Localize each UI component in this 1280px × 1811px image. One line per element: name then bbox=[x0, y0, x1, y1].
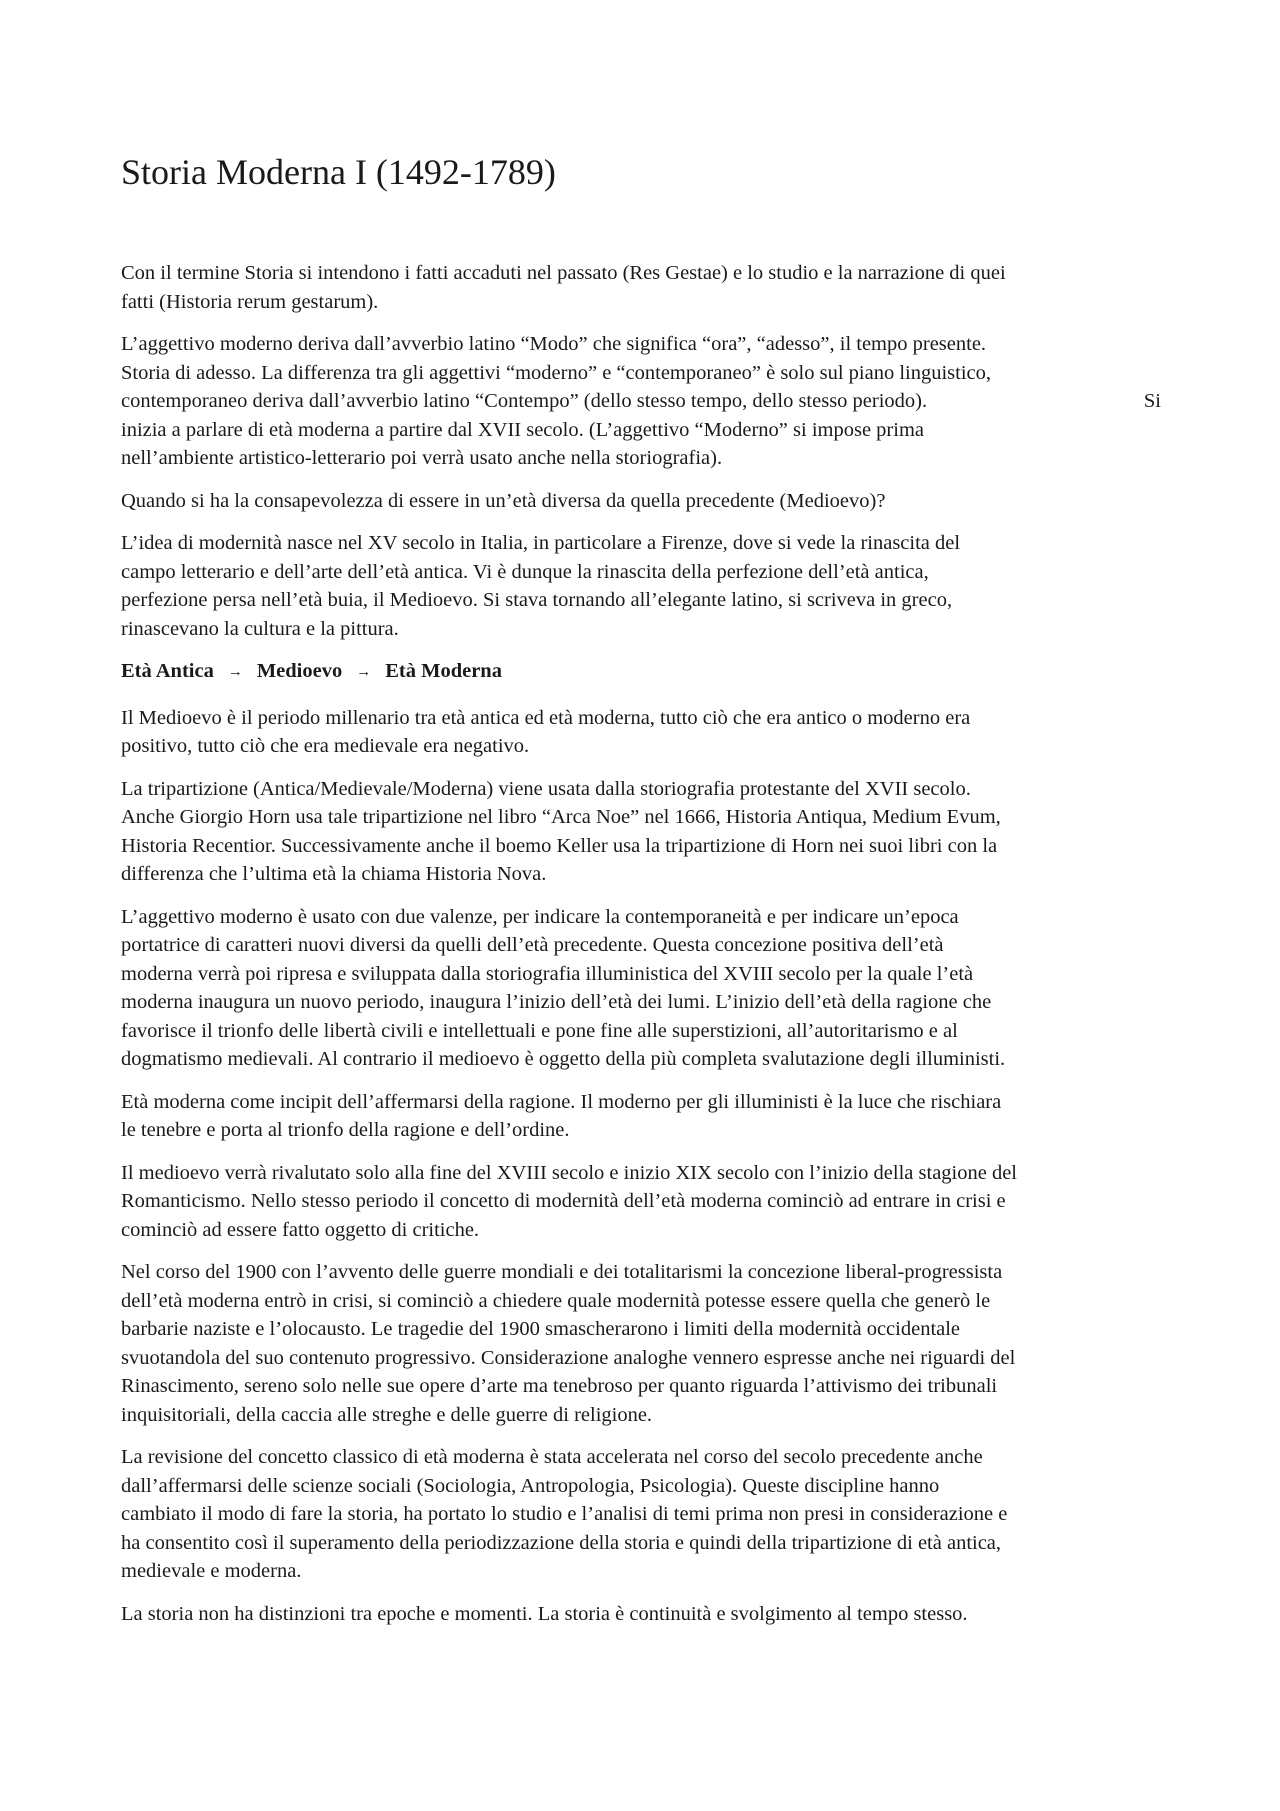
period-medioevo: Medioevo bbox=[256, 660, 343, 682]
text-line: L’aggettivo moderno deriva dall’avverbio latino “Modo” che significa “ora”, “adesso”, il tempo presente. bbox=[121, 333, 987, 355]
page-title: Storia Moderna I (1492-1789) bbox=[121, 152, 556, 192]
paragraph bbox=[121, 1258, 1169, 1429]
text-line: barbarie naziste e l’olocausto. Le tragedie del 1900 smascherarono i limiti della modernità occidentale bbox=[121, 1318, 961, 1340]
arrow-right-icon: → bbox=[356, 664, 372, 680]
paragraph bbox=[121, 529, 1169, 643]
text-line: svuotandola del suo contenuto progressivo. Considerazione analoghe vennero espresse anche nei riguardi del bbox=[121, 1346, 1016, 1369]
paragraph bbox=[121, 1088, 1169, 1145]
text-line: Anche Giorgio Horn usa tale tripartizione nel libro “Arca Noe” nel 1666, Historia Antiqua, Medium Evum, bbox=[121, 806, 1001, 828]
text-line-right: Si bbox=[1143, 390, 1161, 412]
arrow-right-icon: → bbox=[227, 664, 243, 680]
text-line: La revisione del concetto classico di età moderna è stata accelerata nel corso del secolo precedente anche bbox=[121, 1446, 983, 1468]
text-line: positivo, tutto ciò che era medievale era negativo. bbox=[121, 735, 530, 757]
text-line: portatrice di caratteri nuovi diversi da quelli dell’età precedente. Questa concezione positiva dell’età bbox=[121, 934, 944, 956]
text-line: nell’ambiente artistico-letterario poi verrà usato anche nella storiografia). bbox=[121, 447, 723, 469]
text-line: fatti (Historia rerum gestarum). bbox=[121, 290, 379, 313]
periods-heading bbox=[121, 657, 1169, 687]
text-line: rinascevano la cultura e la pittura. bbox=[121, 617, 399, 640]
text-line: La tripartizione (Antica/Medievale/Moderna) viene usata dalla storiografia protestante del XVII secolo. bbox=[121, 777, 971, 800]
text-line: La storia non ha distinzioni tra epoche e momenti. La storia è continuità e svolgimento al tempo stesso. bbox=[121, 1602, 968, 1625]
paragraph bbox=[121, 487, 1169, 516]
text-line: medievale e moderna. bbox=[121, 1560, 302, 1582]
paragraph bbox=[121, 330, 1169, 473]
period-moderna: Età Moderna bbox=[385, 660, 502, 682]
text-line: Età moderna come incipit dell’affermarsi della ragione. Il moderno per gli illuministi è la luce che rischiara bbox=[121, 1090, 1002, 1113]
text-line: dogmatismo medievali. Al contrario il medioevo è oggetto della più completa svalutazione degli illuministi. bbox=[121, 1048, 1006, 1070]
text-line: ha consentito così il superamento della periodizzazione della storia e quindi della tripartizione di età antica, bbox=[121, 1531, 1002, 1554]
paragraph bbox=[121, 775, 1169, 889]
paragraph bbox=[121, 1443, 1169, 1586]
text-line: moderna inaugura un nuovo periodo, inaugura l’inizio dell’età dei lumi. L’inizio dell’età della ragione che bbox=[121, 991, 992, 1013]
paragraph bbox=[121, 704, 1169, 761]
text-line: favorisce il trionfo delle libertà civili e intellettuali e pone fine alle superstizioni, all’autoritarismo e al bbox=[121, 1019, 958, 1042]
text-line: Con il termine Storia si intendono i fatti accaduti nel passato (Res Gestae) e lo studio e la narrazione di quei bbox=[121, 262, 1006, 284]
text-line-left: contemporaneo deriva dall’avverbio latino “Contempo” (dello stesso tempo, dello stesso periodo). bbox=[121, 390, 928, 412]
paragraph bbox=[121, 1159, 1169, 1245]
text-line bbox=[121, 387, 1161, 416]
text-line: inizia a parlare di età moderna a partire dal XVII secolo. (L’aggettivo “Moderno” si impose prima bbox=[121, 418, 924, 441]
paragraph bbox=[121, 259, 1169, 316]
text-line: le tenebre e porta al trionfo della ragione e dell’ordine. bbox=[121, 1119, 570, 1141]
document-body bbox=[121, 259, 1169, 1642]
text-line: Il Medioevo è il periodo millenario tra età antica ed età moderna, tutto ciò che era antico o moderno era bbox=[121, 706, 971, 729]
text-line: Quando si ha la consapevolezza di essere in un’età diversa da quella precedente (Medioevo)? bbox=[121, 489, 886, 512]
paragraph bbox=[121, 1600, 1169, 1629]
text-line: Storia di adesso. La differenza tra gli aggettivi “moderno” e “contemporaneo” è solo sul piano linguistico, bbox=[121, 361, 992, 384]
text-line: Il medioevo verrà rivalutato solo alla fine del XVIII secolo e inizio XIX secolo con l’inizio della stagione del bbox=[121, 1161, 1018, 1184]
text-line: campo letterario e dell’arte dell’età antica. Vi è dunque la rinascita della perfezione dell’età antica, bbox=[121, 560, 929, 583]
text-line: Historia Recentior. Successivamente anche il boemo Keller usa la tripartizione di Horn nei suoi libri con la bbox=[121, 834, 998, 857]
text-line: dall’affermarsi delle scienze sociali (Sociologia, Antropologia, Psicologia). Queste discipline hanno bbox=[121, 1474, 940, 1497]
text-line: L’idea di modernità nasce nel XV secolo in Italia, in particolare a Firenze, dove si vede la rinascita del bbox=[121, 532, 961, 554]
text-line: perfezione persa nell’età buia, il Medioevo. Si stava tornando all’elegante latino, si scriveva in greco, bbox=[121, 589, 953, 611]
text-line: L’aggettivo moderno è usato con due valenze, per indicare la contemporaneità e per indicare un’epoca bbox=[121, 905, 959, 928]
text-line: moderna verrà poi ripresa e sviluppata dalla storiografia illuministica del XVIII secolo per la quale l’età bbox=[121, 962, 974, 985]
text-line: inquisitoriali, della caccia alle streghe e delle guerre di religione. bbox=[121, 1403, 653, 1426]
text-line: Romanticismo. Nello stesso periodo il concetto di modernità dell’età moderna cominciò ad entrare in crisi e bbox=[121, 1190, 1006, 1212]
text-line: cominciò ad essere fatto oggetto di critiche. bbox=[121, 1218, 480, 1241]
text-line: dell’età moderna entrò in crisi, si cominciò a chiedere quale modernità potesse essere quella che generò le bbox=[121, 1289, 991, 1312]
text-line: cambiato il modo di fare la storia, ha portato lo studio e l’analisi di temi prima non presi in considerazione e bbox=[121, 1503, 1008, 1525]
period-antica: Età Antica bbox=[121, 660, 214, 682]
paragraph bbox=[121, 903, 1169, 1074]
text-line: Rinascimento, sereno solo nelle sue opere d’arte ma tenebroso per quanto riguarda l’attivismo dei tribunali bbox=[121, 1375, 998, 1397]
text-line: Nel corso del 1900 con l’avvento delle guerre mondiali e dei totalitarismi la concezione liberal-progressista bbox=[121, 1261, 1003, 1283]
text-line: differenza che l’ultima età la chiama Historia Nova. bbox=[121, 863, 547, 885]
